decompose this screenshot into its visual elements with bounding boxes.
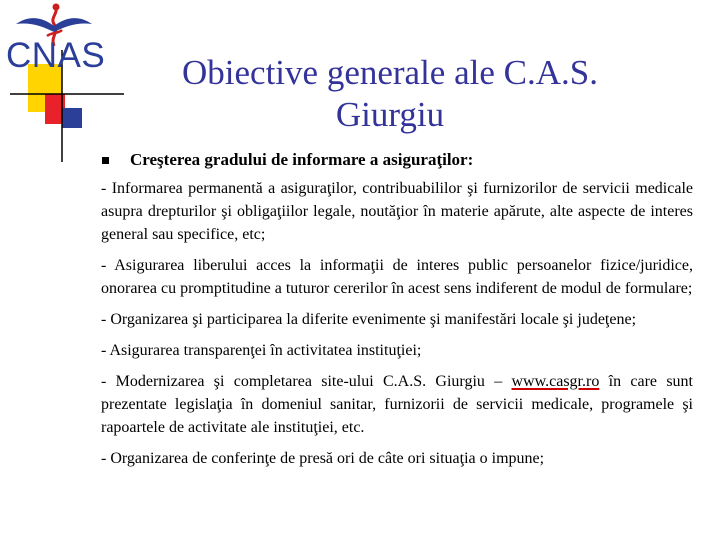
cnas-logo-text: CNAS — [6, 36, 106, 75]
paragraph-informare: - Informarea permanentă a asiguraţilor, contribuabililor şi furnizorilor de servicii medicale asupra drepturilor şi obligaţiilor legale, noutăţior în materie apărute, alte aspecte de interes general sau specifice, etc; — [101, 180, 693, 243]
website-link[interactable]: www.casgr.ro — [511, 373, 600, 390]
bullet-heading-text: Creşterea gradului de informare a asiguraţilor: — [130, 150, 474, 169]
paragraph-evenimente: - Organizarea şi participarea la diferite evenimente şi manifestări locale şi judeţene; — [101, 311, 637, 328]
paragraph-site-web-rest: în care sunt prezentate legislaţia în domeniul sanitar, furnizorii de servicii medicale, programele şi rapoartele de activitate ale instituţiei, etc. — [101, 373, 693, 436]
paragraph-site-web-intro: - Modernizarea şi completarea site-ului C.A.S. Giurgiu – — [101, 373, 512, 390]
paragraph-site-web — [101, 370, 693, 439]
slide-content — [101, 177, 693, 478]
paragraph-conferinte: - Organizarea de conferinţe de presă ori de câte ori situaţia o impune; — [101, 450, 545, 467]
cnas-logo — [0, 0, 110, 90]
square-bullet-icon — [102, 157, 109, 164]
bullet-heading — [100, 149, 700, 173]
paragraph-acces-informatii: - Asigurarea liberului acces la informaţii de interes public persoanelor fizice/juridice, onorarea cu promptitudine a tuturor cererilor în acest sens indiferent de modul de formulare; — [101, 257, 693, 297]
blue-square-decoration — [62, 108, 82, 128]
paragraph-transparenta: - Asigurarea transparenţei în activitatea instituţiei; — [101, 342, 422, 359]
slide-title: Obiective generale ale C.A.S. Giurgiu — [182, 53, 598, 134]
